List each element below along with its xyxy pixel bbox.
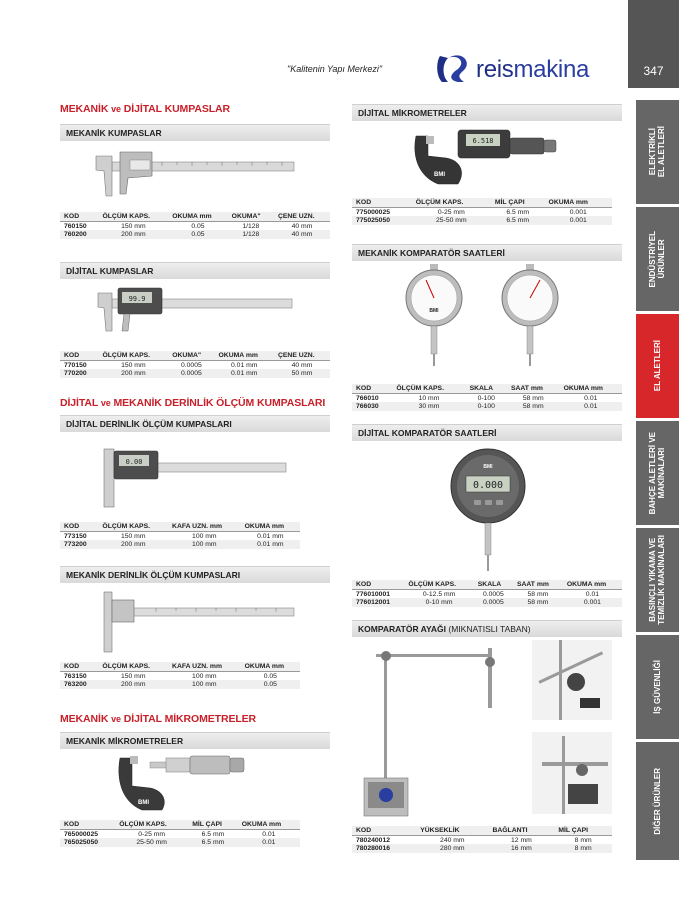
card-title: DİJİTAL MİKROMETRELER: [352, 104, 622, 121]
table-row: 770150 150 mm 0.0005 0.01 mm 40 mm: [64, 361, 313, 369]
card-title: MEKANİK KUMPASLAR: [60, 124, 330, 141]
card-title: KOMPARATÖR AYAĞI (MIKNATISLI TABAN): [352, 620, 622, 637]
table-row: 775025050 25-50 mm 6.5 mm 0.001: [352, 216, 612, 225]
card-title: DİJİTAL KOMPARATÖR SAATLERİ: [352, 424, 622, 441]
section-title-derinlik: DİJİTAL ve MEKANİK DERİNLİK ÖLÇÜM KUMPASLARI: [60, 397, 326, 409]
dial-indicators-image: [400, 262, 570, 372]
section-title-kumpaslar: MEKANİK ve DİJİTAL KUMPASLAR: [60, 103, 230, 115]
lcd-readout: 0.00: [125, 458, 143, 466]
digital-micrometer-image: [408, 124, 558, 190]
table-row: 760200 200 mm 0.05 1/128 40 mm: [60, 230, 330, 239]
table-row: 776010001 0-12.5 mm 0.0005 58 mm 0.01: [356, 590, 600, 598]
table-row: 760150 150 mm 0.05 1/128 40 mm: [64, 222, 313, 230]
digital-dial-indicator-image: [448, 446, 528, 574]
tab-basincli[interactable]: BASINÇLI YIKAMA VE TEMİZLİK MAKİNALARI: [636, 528, 679, 632]
lcd-readout: 6.518: [472, 137, 494, 145]
table-row: 780280016 280 mm 16 mm 8 mm: [352, 844, 612, 853]
table-dijital-mikrometreler: KOD ÖLÇÜM KAPS. MİL ÇAPI OKUMA mm 775000025 0-25 mm 6.5 mm 0.001 775025050 25-50 mm 6.5 mm 0.001: [352, 198, 612, 225]
card-title: DİJİTAL KUMPASLAR: [60, 262, 330, 279]
digital-caliper-image: [94, 285, 294, 333]
mechanical-micrometer-image: [110, 750, 250, 816]
page-number: 347: [628, 0, 679, 88]
table-row: 770200 200 mm 0.0005 0.01 mm 50 mm: [60, 369, 330, 378]
table-dijital-komparator: KOD ÖLÇÜM KAPS. SKALA SAAT mm OKUMA mm 776010001 0-12.5 mm 0.0005 58 mm 0.01 776012001 0-10 mm 0.0005 58 mm 0.001: [352, 580, 622, 607]
table-row: 765025050 25-50 mm 6.5 mm 0.01: [60, 838, 300, 847]
table-komparator-ayagi: KOD YÜKSEKLİK BAĞLANTI MİL ÇAPI 780240012 240 mm 12 mm 8 mm 780280016 280 mm 16 mm 8 mm: [352, 826, 612, 853]
bmi-brand-label: BMI: [429, 308, 439, 314]
table-row: 773150 150 mm 100 mm 0.01 mm: [64, 532, 284, 540]
table-row: 776012001 0-10 mm 0.0005 58 mm 0.001: [352, 598, 622, 607]
lcd-readout: 99.9: [128, 295, 146, 303]
brand-wordmark: reismakina: [476, 56, 590, 83]
bmi-brand-label: BMI: [483, 464, 493, 470]
card-title: DİJİTAL DERİNLİK ÖLÇÜM KUMPASLARI: [60, 415, 330, 432]
table-row: 775000025 0-25 mm 6.5 mm 0.001: [356, 208, 587, 216]
section-title-mikrometreler: MEKANİK ve DİJİTAL MİKROMETRELER: [60, 713, 257, 725]
mechanical-depth-caliper-image: [96, 588, 296, 654]
table-row: 766030 30 mm 0-100 58 mm 0.01: [352, 402, 622, 411]
table-dijital-derinlik: KOD ÖLÇÜM KAPS. KAFA UZN. mm OKUMA mm 773150 150 mm 100 mm 0.01 mm 773200 200 mm 100 mm 0.01 mm: [60, 522, 300, 549]
table-row: 765000025 0-25 mm 6.5 mm 0.01: [64, 830, 276, 838]
reismakina-logo-icon: [434, 52, 472, 86]
table-row: 763150 150 mm 100 mm 0.05: [64, 672, 277, 680]
bmi-brand-label: BMI: [434, 172, 445, 178]
table-row: 763200 200 mm 100 mm 0.05: [60, 680, 300, 689]
tab-diger[interactable]: DİĞER ÜRÜNLER: [636, 742, 679, 860]
lcd-readout: 0.000: [472, 480, 504, 491]
tab-el-aletleri[interactable]: EL ALETLERİ: [636, 314, 679, 418]
table-mekanik-derinlik: KOD ÖLÇÜM KAPS. KAFA UZN. mm OKUMA mm 763150 150 mm 100 mm 0.05 763200 200 mm 100 mm 0.05: [60, 662, 300, 689]
tab-elektrikli[interactable]: ELEKTRİKLİ EL ALETLERİ: [636, 100, 679, 204]
card-title: MEKANİK KOMPARATÖR SAATLERİ: [352, 244, 622, 261]
card-title: MEKANİK DERİNLİK ÖLÇÜM KUMPASLARI: [60, 566, 330, 583]
mechanical-caliper-image: [92, 148, 297, 198]
tab-endustriyel[interactable]: ENDÜSTRİYEL ÜRÜNLER: [636, 207, 679, 311]
tagline: "Kalitenin Yapı Merkezi": [287, 64, 383, 74]
table-row: 766010 10 mm 0-100 58 mm 0.01: [356, 394, 598, 402]
magnetic-base-stand-image: [356, 640, 618, 820]
tab-is-guvenligi[interactable]: İŞ GÜVENLİĞİ: [636, 635, 679, 739]
table-mekanik-mikrometreler: KOD ÖLÇÜM KAPS. MİL ÇAPI OKUMA mm 765000025 0-25 mm 6.5 mm 0.01 765025050 25-50 mm 6.5 mm 0.01: [60, 820, 300, 847]
tab-bahce[interactable]: BAHÇE ALETLERİ VE MAKİNALARI: [636, 421, 679, 525]
digital-depth-caliper-image: [98, 445, 288, 510]
table-mekanik-kumpaslar: KOD ÖLÇÜM KAPS. OKUMA mm OKUMA" ÇENE UZN. 760150 150 mm 0.05 1/128 40 mm 760200 200 mm 0.05 1/128 40 mm: [60, 212, 330, 239]
table-row: 780240012 240 mm 12 mm 8 mm: [356, 836, 592, 844]
table-row: 773200 200 mm 100 mm 0.01 mm: [60, 540, 300, 549]
card-title: MEKANİK MİKROMETRELER: [60, 732, 330, 749]
bmi-brand-label: BMI: [138, 800, 149, 806]
table-mekanik-komparator: KOD ÖLÇÜM KAPS. SKALA SAAT mm OKUMA mm 766010 10 mm 0-100 58 mm 0.01 766030 30 mm 0-100 58 mm 0.01: [352, 384, 622, 411]
table-dijital-kumpaslar: KOD ÖLÇÜM KAPS. OKUMA" OKUMA mm ÇENE UZN. 770150 150 mm 0.0005 0.01 mm 40 mm 770200 200 mm 0.0005 0.01 mm 50 mm: [60, 351, 330, 378]
